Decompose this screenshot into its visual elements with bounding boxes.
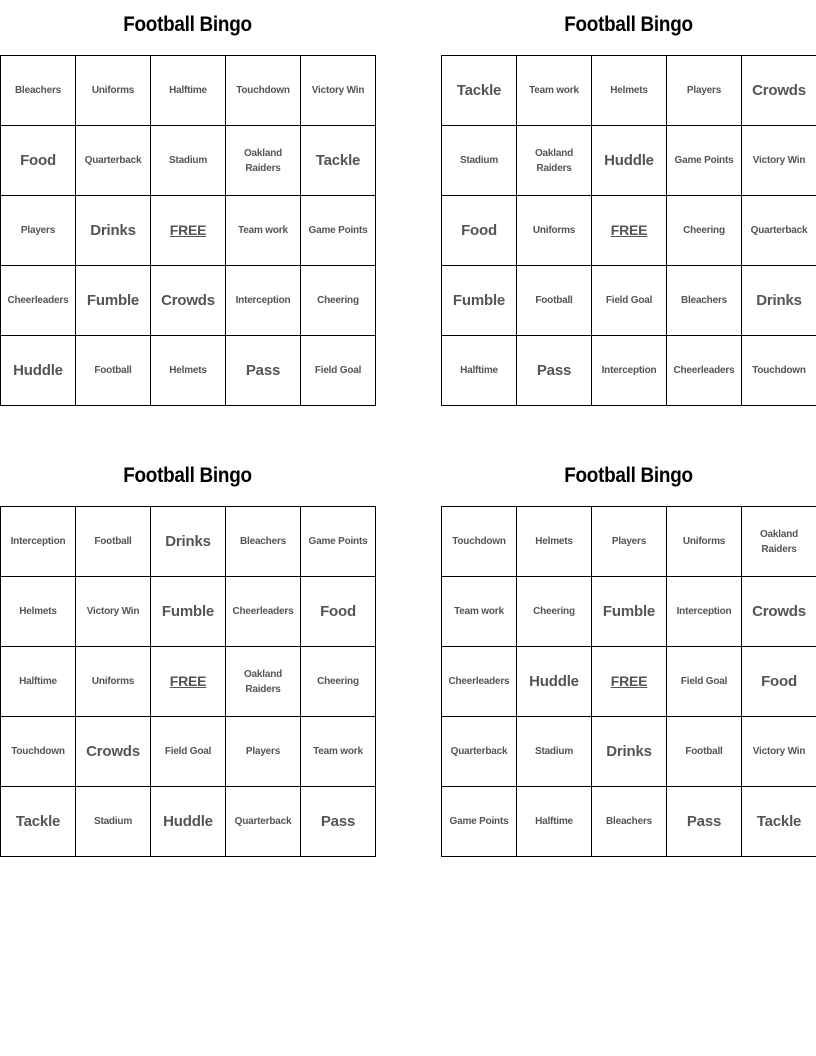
free-space: FREE [592, 647, 667, 717]
bingo-cell: Cheering [667, 196, 742, 266]
bingo-row [1, 787, 376, 857]
bingo-cell: Huddle [592, 126, 667, 196]
bingo-cell: Oakland Raiders [742, 507, 816, 577]
bingo-cell: Tackle [301, 126, 376, 196]
bingo-grid [441, 506, 816, 857]
bingo-cell: Oakland Raiders [226, 126, 301, 196]
bingo-cell: Stadium [151, 126, 226, 196]
bingo-cell: Helmets [151, 336, 226, 406]
bingo-row [1, 717, 376, 787]
bingo-row [1, 266, 376, 336]
bingo-cell: Team work [517, 56, 592, 126]
bingo-cell: Halftime [517, 787, 592, 857]
bingo-cell: Touchdown [442, 507, 517, 577]
bingo-cell: Cheerleaders [442, 647, 517, 717]
bingo-cell: Field Goal [667, 647, 742, 717]
bingo-cell: Interception [1, 507, 76, 577]
bingo-cell: Field Goal [151, 717, 226, 787]
bingo-cell: Food [742, 647, 816, 717]
bingo-row [442, 577, 816, 647]
bingo-cell: Crowds [742, 577, 816, 647]
bingo-cell: Interception [226, 266, 301, 336]
bingo-cell: Oakland Raiders [226, 647, 301, 717]
bingo-cell: Quarterback [442, 717, 517, 787]
bingo-cell: Football [76, 336, 151, 406]
bingo-row [1, 56, 376, 126]
bingo-cell: Football [517, 266, 592, 336]
bingo-row [442, 507, 816, 577]
bingo-cell: Touchdown [742, 336, 816, 406]
bingo-cell: Drinks [592, 717, 667, 787]
bingo-cell: Victory Win [76, 577, 151, 647]
bingo-cell: Stadium [76, 787, 151, 857]
bingo-cell: Stadium [517, 717, 592, 787]
bingo-row [1, 647, 376, 717]
bingo-cell: Victory Win [301, 56, 376, 126]
bingo-cell: Cheerleaders [1, 266, 76, 336]
bingo-row [442, 266, 816, 336]
bingo-cell: Football [76, 507, 151, 577]
bingo-row [442, 336, 816, 406]
bingo-grid [441, 55, 816, 406]
bingo-cell: Bleachers [667, 266, 742, 336]
bingo-cell: Bleachers [226, 507, 301, 577]
bingo-cell: Oakland Raiders [517, 126, 592, 196]
bingo-cell: Huddle [1, 336, 76, 406]
bingo-cell: Crowds [742, 56, 816, 126]
bingo-cell: Halftime [442, 336, 517, 406]
bingo-row [442, 717, 816, 787]
free-space: FREE [592, 196, 667, 266]
bingo-cell: Bleachers [1, 56, 76, 126]
bingo-cell: Food [1, 126, 76, 196]
bingo-cell: Fumble [76, 266, 151, 336]
bingo-cell: Field Goal [301, 336, 376, 406]
bingo-cell: Tackle [742, 787, 816, 857]
bingo-cell: Huddle [151, 787, 226, 857]
card-title: Football Bingo [123, 13, 252, 36]
bingo-cell: Team work [301, 717, 376, 787]
bingo-cell: Helmets [592, 56, 667, 126]
bingo-cell: Pass [667, 787, 742, 857]
bingo-cell: Cheerleaders [667, 336, 742, 406]
bingo-cell: Uniforms [517, 196, 592, 266]
bingo-cell: Pass [517, 336, 592, 406]
bingo-grid [0, 506, 376, 857]
bingo-row [442, 196, 816, 266]
bingo-cell: Uniforms [76, 647, 151, 717]
bingo-cell: Game Points [442, 787, 517, 857]
bingo-cell: Field Goal [592, 266, 667, 336]
bingo-cell: Interception [592, 336, 667, 406]
bingo-cell: Cheering [517, 577, 592, 647]
bingo-cell: Players [1, 196, 76, 266]
bingo-cell: Helmets [1, 577, 76, 647]
bingo-cell: Pass [301, 787, 376, 857]
bingo-row [442, 787, 816, 857]
bingo-cell: Uniforms [76, 56, 151, 126]
bingo-cell: Team work [226, 196, 301, 266]
bingo-row [442, 56, 816, 126]
bingo-cell: Football [667, 717, 742, 787]
bingo-cell: Players [592, 507, 667, 577]
bingo-cell: Quarterback [76, 126, 151, 196]
bingo-cell: Victory Win [742, 126, 816, 196]
bingo-cell: Cheering [301, 266, 376, 336]
bingo-cell: Quarterback [226, 787, 301, 857]
free-space: FREE [151, 196, 226, 266]
bingo-cell: Food [301, 577, 376, 647]
free-space: FREE [151, 647, 226, 717]
bingo-cell: Huddle [517, 647, 592, 717]
bingo-cell: Team work [442, 577, 517, 647]
card-title: Football Bingo [564, 464, 693, 487]
bingo-cell: Bleachers [592, 787, 667, 857]
bingo-cell: Fumble [151, 577, 226, 647]
bingo-cell: Victory Win [742, 717, 816, 787]
bingo-row [1, 577, 376, 647]
bingo-cell: Cheerleaders [226, 577, 301, 647]
bingo-cell: Uniforms [667, 507, 742, 577]
bingo-cell: Pass [226, 336, 301, 406]
bingo-cell: Stadium [442, 126, 517, 196]
bingo-cell: Drinks [151, 507, 226, 577]
bingo-cell: Crowds [151, 266, 226, 336]
bingo-row [1, 126, 376, 196]
bingo-cell: Helmets [517, 507, 592, 577]
bingo-cell: Touchdown [226, 56, 301, 126]
bingo-row [1, 196, 376, 266]
bingo-cell: Food [442, 196, 517, 266]
bingo-cell: Game Points [301, 196, 376, 266]
bingo-grid [0, 55, 376, 406]
bingo-row [1, 336, 376, 406]
bingo-row [1, 507, 376, 577]
bingo-cell: Halftime [1, 647, 76, 717]
card-title: Football Bingo [564, 13, 693, 36]
bingo-cell: Cheering [301, 647, 376, 717]
bingo-cell: Game Points [301, 507, 376, 577]
bingo-cell: Touchdown [1, 717, 76, 787]
card-title: Football Bingo [123, 464, 252, 487]
bingo-cell: Crowds [76, 717, 151, 787]
bingo-cell: Tackle [1, 787, 76, 857]
bingo-cell: Quarterback [742, 196, 816, 266]
bingo-cell: Drinks [742, 266, 816, 336]
bingo-cell: Players [667, 56, 742, 126]
bingo-cell: Fumble [592, 577, 667, 647]
bingo-cell: Drinks [76, 196, 151, 266]
bingo-cell: Players [226, 717, 301, 787]
bingo-cell: Interception [667, 577, 742, 647]
bingo-cell: Tackle [442, 56, 517, 126]
bingo-cell: Halftime [151, 56, 226, 126]
bingo-row [442, 647, 816, 717]
bingo-row [442, 126, 816, 196]
bingo-cell: Fumble [442, 266, 517, 336]
bingo-cell: Game Points [667, 126, 742, 196]
